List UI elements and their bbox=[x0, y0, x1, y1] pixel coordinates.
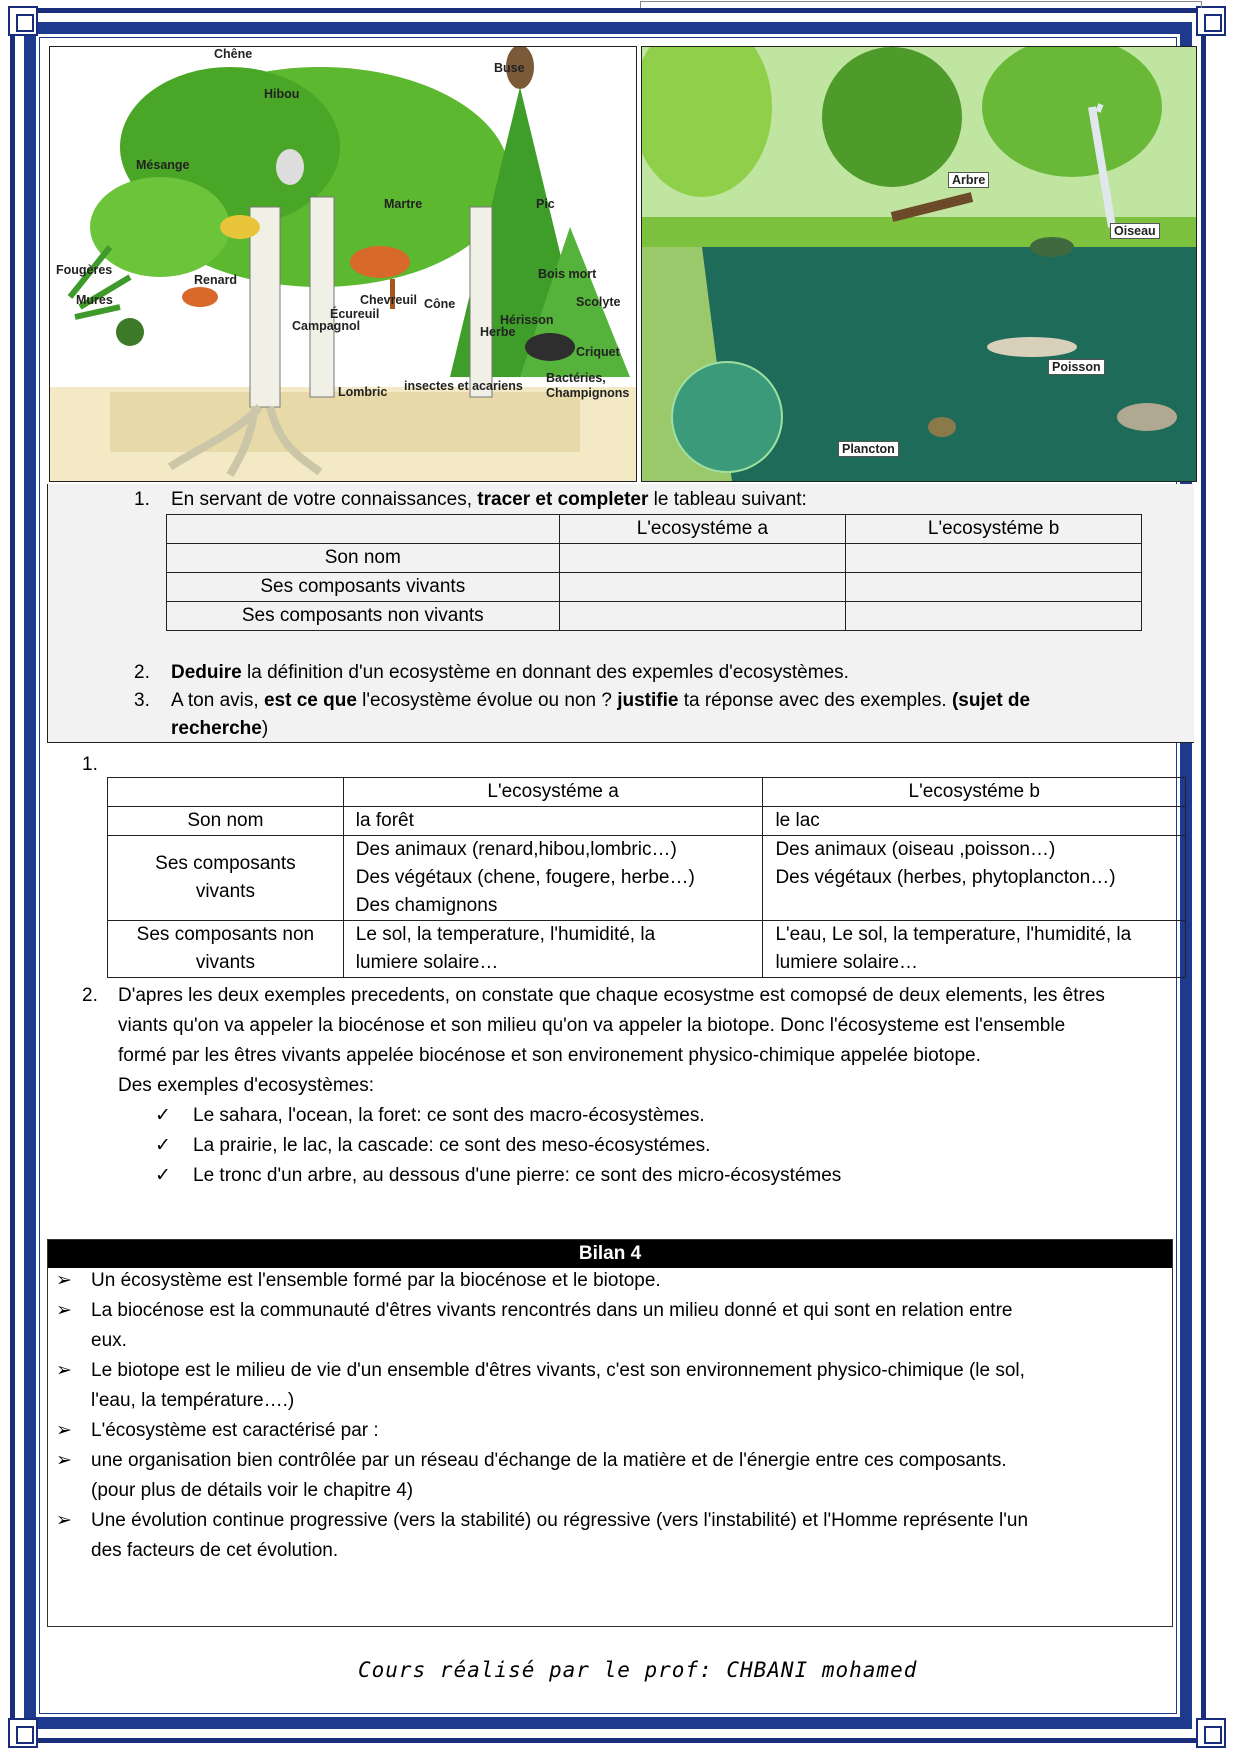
row-label: Ses composants vivants bbox=[108, 836, 344, 921]
row-label: Son nom bbox=[167, 544, 560, 573]
arrow-bullet-icon: ➢ bbox=[56, 1510, 72, 1531]
label-plancton: Plancton bbox=[838, 441, 899, 457]
bilan-line: eux. bbox=[91, 1330, 127, 1351]
row-label: Ses composants vivants bbox=[167, 573, 560, 602]
corner-ornament bbox=[8, 6, 38, 36]
top-rule bbox=[640, 1, 1202, 8]
label-hibou: Hibou bbox=[264, 87, 300, 101]
bilan-line: La biocénose est la communauté d'êtres vivants rencontrés dans un milieu donné et qui sont en relation entre bbox=[91, 1300, 1013, 1321]
forest-illustration bbox=[50, 47, 636, 481]
q1-number: 1. bbox=[134, 489, 150, 510]
label-cone: Cône bbox=[424, 297, 456, 311]
lake-illustration bbox=[642, 47, 1196, 481]
label-insectes: insectes et acariens bbox=[404, 379, 523, 393]
arrow-bullet-icon: ➢ bbox=[56, 1270, 72, 1291]
label-bois-mort: Bois mort bbox=[538, 267, 597, 281]
arrow-bullet-icon: ➢ bbox=[56, 1450, 72, 1471]
label-bacteries: Bactéries, bbox=[546, 371, 606, 385]
label-herbe: Herbe bbox=[480, 325, 516, 339]
bilan-line: (pour plus de détails voir le chapitre 4) bbox=[91, 1480, 414, 1501]
lake-ecosystem-figure bbox=[641, 46, 1197, 482]
label-mures: Mures bbox=[76, 293, 113, 307]
label-pic: Pic bbox=[536, 197, 555, 211]
label-chene: Chêne bbox=[214, 47, 253, 61]
answer2-number: 2. bbox=[82, 985, 98, 1006]
cell-value: Le sol, la temperature, l'humidité, la lumiere solaire… bbox=[343, 921, 763, 978]
q1-text: En servant de votre connaissances, tracer et completer le tableau suivant: bbox=[171, 489, 807, 510]
bilan-line: une organisation bien contrôlée par un réseau d'échange de la matière et de l'énergie entre ces composants. bbox=[91, 1450, 1007, 1471]
label-arbre: Arbre bbox=[948, 172, 989, 188]
label-buse: Buse bbox=[494, 61, 525, 75]
table-header-b: L'ecosystéme b bbox=[846, 515, 1142, 544]
checkmark-icon: ✓ bbox=[155, 1135, 171, 1156]
cell-value: le lac bbox=[763, 807, 1186, 836]
label-criquet: Criquet bbox=[576, 345, 620, 359]
corner-ornament bbox=[1196, 6, 1226, 36]
cell-value: Des animaux (oiseau ,poisson…) Des végétaux (herbes, phytoplancton…) bbox=[763, 836, 1186, 921]
corner-ornament bbox=[1196, 1718, 1226, 1748]
bilan-line: l'eau, la température….) bbox=[91, 1390, 295, 1411]
bilan-line: Le biotope est le milieu de vie d'un ensemble d'êtres vivants, c'est son environnement physico-chimique (le sol, bbox=[91, 1360, 1025, 1381]
bilan-line: Une évolution continue progressive (vers la stabilité) ou régressive (vers l'instabilité) et l'Homme représente l'un bbox=[91, 1510, 1029, 1531]
example-item: La prairie, le lac, la cascade: ce sont des meso-écosystémes. bbox=[193, 1135, 711, 1156]
bilan-title: Bilan 4 bbox=[48, 1240, 1172, 1268]
table-header-a: L'ecosystéme a bbox=[559, 515, 846, 544]
footer-credit: Cours réalisé par le prof: CHBANI mohamed bbox=[358, 1658, 918, 1682]
forest-ecosystem-figure bbox=[49, 46, 637, 482]
checkmark-icon: ✓ bbox=[155, 1105, 171, 1126]
row-label: Son nom bbox=[108, 807, 344, 836]
example-item: Le tronc d'un arbre, au dessous d'une pierre: ce sont des micro-écosystémes bbox=[193, 1165, 842, 1186]
cell-value: L'eau, Le sol, la temperature, l'humidité, la lumiere solaire… bbox=[763, 921, 1186, 978]
label-scolyte: Scolyte bbox=[576, 295, 621, 309]
answer2-line: Des exemples d'ecosystèmes: bbox=[118, 1075, 375, 1096]
arrow-bullet-icon: ➢ bbox=[56, 1300, 72, 1321]
q2-text: Deduire la définition d'un ecosystème en donnant des expemles d'ecosystèmes. bbox=[171, 662, 849, 683]
label-mesange: Mésange bbox=[136, 158, 190, 172]
q3-text-cont: recherche) bbox=[171, 718, 269, 739]
label-lombric: Lombric bbox=[338, 385, 388, 399]
example-item: Le sahara, l'ocean, la foret: ce sont des macro-écosystèmes. bbox=[193, 1105, 705, 1126]
answer2-line: formé par les êtres vivants appelée biocénose et son environement physico-chimique appelée biotope. bbox=[118, 1045, 981, 1066]
q3-text: A ton avis, est ce que l'ecosystème évolue ou non ? justifie ta réponse avec des exemples. (sujet de bbox=[171, 690, 1031, 711]
answer-header-a: L'ecosystéme a bbox=[343, 778, 763, 807]
answer-header-b: L'ecosystéme b bbox=[763, 778, 1186, 807]
label-champignons: Champignons bbox=[546, 386, 630, 400]
label-fougeres: Fougères bbox=[56, 263, 113, 277]
label-ecureuil: Écureuil bbox=[330, 307, 380, 321]
corner-ornament bbox=[8, 1718, 38, 1748]
row-label: Ses composants non vivants bbox=[167, 602, 560, 631]
arrow-bullet-icon: ➢ bbox=[56, 1420, 72, 1441]
empty-question-table bbox=[166, 514, 1142, 631]
label-herisson: Hérisson bbox=[500, 313, 554, 327]
label-poisson: Poisson bbox=[1048, 359, 1105, 375]
cell-value: Des animaux (renard,hibou,lombric…) Des végétaux (chene, fougere, herbe…) Des chamignons bbox=[343, 836, 763, 921]
bilan-line: L'écosystème est caractérisé par : bbox=[91, 1420, 379, 1441]
answer1-number: 1. bbox=[82, 754, 98, 775]
label-oiseau: Oiseau bbox=[1110, 223, 1160, 239]
arrow-bullet-icon: ➢ bbox=[56, 1360, 72, 1381]
q3-number: 3. bbox=[134, 690, 150, 711]
label-chevreuil: Chevreuil bbox=[360, 293, 417, 307]
answer-table bbox=[107, 777, 1186, 978]
answer2-line: viants qu'on va appeler la biocénose et son milieu qu'on va appeler la biotope. Donc l'écosysteme est l'ensemble bbox=[118, 1015, 1066, 1036]
q2-number: 2. bbox=[134, 662, 150, 683]
label-renard: Renard bbox=[194, 273, 238, 287]
answer2-line: D'apres les deux exemples precedents, on constate que chaque ecosystme est comopsé de deux elements, les êtres bbox=[118, 985, 1105, 1006]
bilan-line: des facteurs de cet évolution. bbox=[91, 1540, 339, 1561]
row-label: Ses composants non vivants bbox=[108, 921, 344, 978]
label-campagnol: Campagnol bbox=[292, 319, 361, 333]
cell-value: la forêt bbox=[343, 807, 763, 836]
bilan-line: Un écosystème est l'ensemble formé par la biocénose et le biotope. bbox=[91, 1270, 661, 1291]
checkmark-icon: ✓ bbox=[155, 1165, 171, 1186]
label-martre: Martre bbox=[384, 197, 423, 211]
